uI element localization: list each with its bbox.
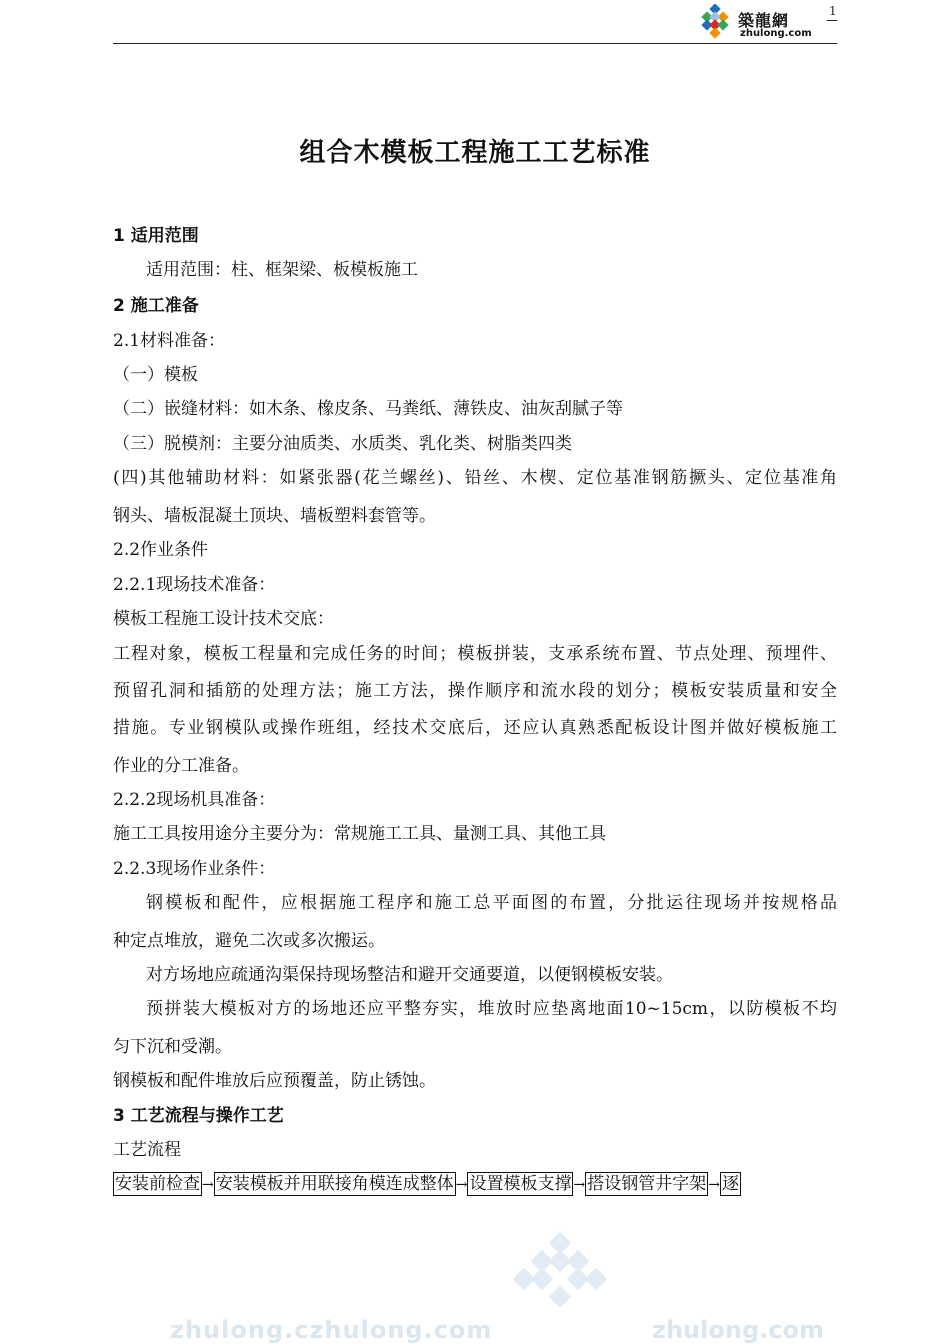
paragraph-1-line-4: 作业的分工准备。 (113, 756, 249, 776)
paragraph-4-line-2: 匀下沉和受潮。 (113, 1037, 232, 1057)
materials-item-4-line-2: 钢头、墙板混凝土顶块、墙板塑料套管等。 (113, 506, 436, 526)
paragraph-4-line-1: 预拼装大模板对方的场地还应平整夯实，堆放时应垫离地面10~15cm，以防模板不均 (146, 999, 837, 1019)
paragraph-3: 对方场地应疏通沟渠保持现场整洁和避开交通要道，以便钢模板安装。 (146, 965, 673, 985)
document-title: 组合木模板工程施工工艺标准 (299, 138, 651, 168)
paragraph-2-line-2: 种定点堆放，避免二次或多次搬运。 (113, 931, 385, 951)
watermark-text-left: zhulong.czhulong.com (170, 1316, 493, 1344)
section-1-text: 适用范围：柱、框架梁、板模板施工 (146, 260, 418, 280)
page-number-underline (827, 20, 837, 21)
watermark-logo-icon (500, 1230, 620, 1330)
flow-step-4: 搭设钢管井字架 (587, 1174, 707, 1194)
process-flow (113, 1172, 843, 1196)
flow-step-5: 逐 (721, 1174, 739, 1194)
subsection-2-2-3: 2.2.3现场作业条件： (113, 859, 276, 879)
subsection-2-2-1-subheading: 模板工程施工设计技术交底： (113, 609, 334, 629)
subsection-2-2-2: 2.2.2现场机具准备： (113, 790, 276, 810)
section-2-heading: 2 施工准备 (113, 296, 199, 316)
zhulong-logo (698, 4, 810, 42)
page-number: 1 (829, 4, 837, 18)
materials-item-4-line-1: (四)其他辅助材料：如紧张器(花兰螺丝)、铅丝、木楔、定位基准钢筋撅头、定位基准角 (113, 468, 837, 488)
flow-arrow-icon: → (573, 1177, 586, 1193)
materials-item-2: （二）嵌缝材料：如木条、橡皮条、马粪纸、薄铁皮、油灰刮腻子等 (113, 399, 623, 419)
subsection-2-2-2-text: 施工工具按用途分主要分为：常规施工工具、量测工具、其他工具 (113, 824, 606, 844)
logo-chinese-text: 築龍網 (738, 11, 790, 30)
subsection-2-2-1: 2.2.1现场技术准备： (113, 575, 276, 595)
section-3-heading: 3 工艺流程与操作工艺 (113, 1106, 284, 1126)
flow-step-2: 安装模板并用联接角模连成整体 (215, 1174, 454, 1194)
zhulong-logo-icon (698, 4, 734, 40)
flow-step-3: 设置模板支撑 (469, 1174, 572, 1194)
subsection-2-1: 2.1材料准备： (113, 331, 226, 351)
materials-item-1: （一）模板 (113, 365, 198, 385)
flow-step-1: 安装前检查 (115, 1174, 200, 1194)
process-flow-label: 工艺流程 (113, 1140, 181, 1160)
logo-english-text: zhulong.com (740, 28, 812, 39)
paragraph-1-line-2: 预留孔洞和插筋的处理方法；施工方法，操作顺序和流水段的划分；模板安装质量和安全 (113, 681, 837, 701)
section-1-heading: 1 适用范围 (113, 226, 199, 246)
paragraph-1-line-1: 工程对象，模板工程量和完成任务的时间；模板拼装，支承系统布置、节点处理、预埋件、 (113, 644, 837, 664)
paragraph-2-line-1: 钢模板和配件，应根据施工程序和施工总平面图的布置，分批运往现场并按规格品 (146, 893, 837, 913)
flow-arrow-icon: → (708, 1177, 720, 1193)
flow-arrow-icon: → (202, 1177, 214, 1193)
watermark-text-right: zhulong.com (652, 1316, 824, 1344)
subsection-2-2: 2.2作业条件 (113, 540, 209, 560)
materials-item-3: （三）脱模剂：主要分油质类、水质类、乳化类、树脂类四类 (113, 434, 572, 454)
header-rule (113, 43, 837, 44)
paragraph-1-line-3: 措施。专业钢模队或操作班组，经技术交底后，还应认真熟悉配板设计图并做好模板施工 (113, 718, 837, 738)
paragraph-5: 钢模板和配件堆放后应预覆盖，防止锈蚀。 (113, 1071, 436, 1091)
flow-arrow-icon: → (455, 1177, 468, 1193)
